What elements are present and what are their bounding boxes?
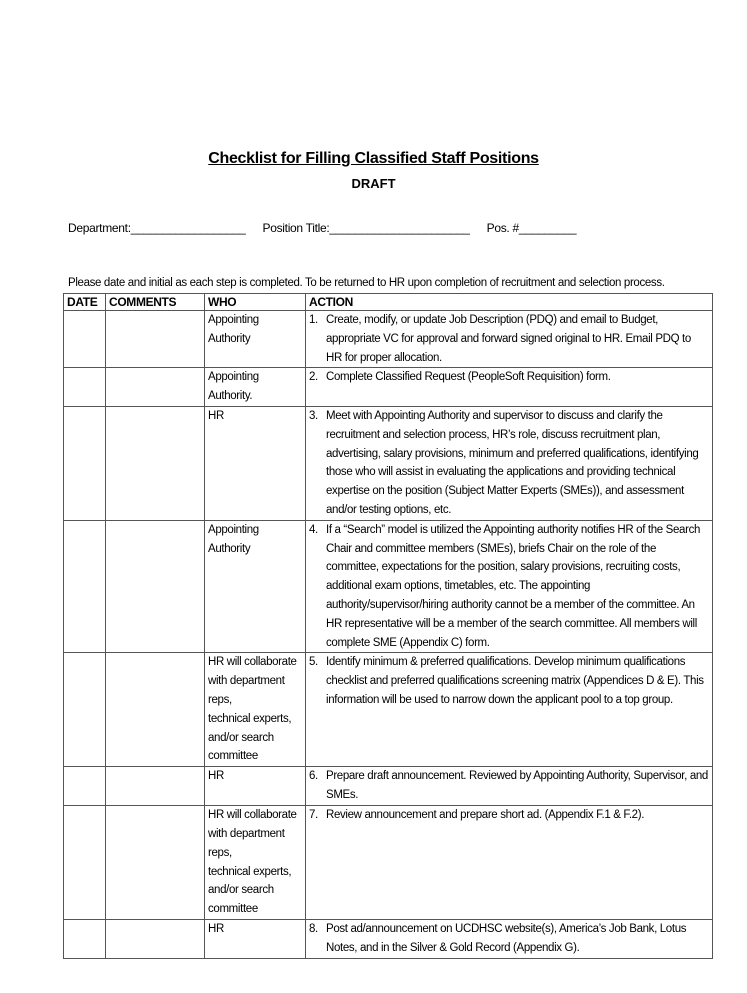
action-cell [306,368,713,407]
action-cell [306,767,713,806]
date-cell[interactable] [64,653,106,767]
date-cell[interactable] [64,311,106,368]
action-text: Identify minimum & preferred qualifications. Develop minimum qualifications checklist and preferred qualifications screening matrix (Appendices D & E). This information will be used to narrow down the applicant pool to a top group. [326,656,704,706]
who-cell: Appointing Authority [205,311,306,368]
who-cell: HR will collaborate with department reps, technical experts, and/or search committee [205,653,306,767]
document-subtitle: DRAFT [351,176,396,191]
step-number: 3. [309,409,318,422]
step-number: 5. [309,656,318,669]
header-date: DATE [64,294,106,311]
step-number: 2. [309,371,318,384]
comments-cell[interactable] [106,520,205,653]
action-cell [306,520,713,653]
comments-cell[interactable] [106,653,205,767]
comments-cell[interactable] [106,767,205,806]
header-who: WHO [205,294,306,311]
position-number-field: Pos. #_________ [486,221,577,235]
step-number: 8. [309,922,318,935]
header-comments: COMMENTS [106,294,205,311]
table-row [64,368,713,407]
action-text: Meet with Appointing Authority and supervisor to discuss and clarify the recruitment and selection process, HR’s role, discuss recruitment plan, advertising, salary provisions, minimum and preferred qualifications, identifying those who will assist in evaluating the applications and providing technical expertise on the position (Subject Matter Experts (SMEs)), and assessment and/or testing options, etc. [326,409,699,516]
table-row [64,806,713,920]
step-number: 7. [309,809,318,822]
comments-cell[interactable] [106,368,205,407]
who-cell: HR [205,919,306,958]
date-cell[interactable] [64,806,106,920]
date-cell[interactable] [64,919,106,958]
action-text: Create, modify, or update Job Description (PDQ) and email to Budget, appropriate VC for approval and forward signed original to HR. Email PDQ to HR for proper allocation. [326,314,691,364]
who-cell: HR [205,767,306,806]
action-cell [306,406,713,520]
table-row [64,311,713,368]
date-cell[interactable] [64,520,106,653]
step-number: 6. [309,770,318,783]
department-field: Department:__________________ [68,221,246,235]
table-row [64,919,713,958]
who-cell: HR [205,406,306,520]
comments-cell[interactable] [106,406,205,520]
position-title-field: Position Title:______________________ [262,221,470,235]
action-text: Post ad/announcement on UCDHSC website(s), America’s Job Bank, Lotus Notes, and in the Silver & Gold Record (Appendix G). [326,922,687,954]
action-text: Complete Classified Request (PeopleSoft Requisition) form. [326,371,611,384]
table-row [64,767,713,806]
table-header-row [64,294,713,311]
table-row [64,653,713,767]
who-cell: HR will collaborate with department reps, technical experts, and/or search committee [205,806,306,920]
step-number: 1. [309,314,318,326]
action-cell [306,806,713,920]
comments-cell[interactable] [106,919,205,958]
action-cell [306,311,713,368]
document-title: Checklist for Filling Classified Staff Positions [208,150,539,167]
table-row [64,520,713,653]
action-text: If a “Search” model is utilized the Appointing authority notifies HR of the Search Chair and committee members (SMEs), briefs Chair on the role of the committee, expectations for the position, salary provisions, recruiting costs, additional exam options, timetables, etc. The appointing authority/supervisor/hiring authority cannot be a member of the committee. An HR representative will be a member of the search committee. All members will complete SME (Appendix C) form. [326,523,701,649]
instructions-text: Please date and initial as each step is completed. To be returned to HR upon completion of recruitment and selection process. [68,277,665,289]
table-row [64,406,713,520]
action-text: Prepare draft announcement. Reviewed by Appointing Authority, Supervisor, and SMEs. [326,770,708,801]
header-fields [68,221,576,235]
comments-cell[interactable] [106,806,205,920]
date-cell[interactable] [64,368,106,407]
action-text: Review announcement and prepare short ad. (Appendix F.1 & F.2). [326,809,645,822]
date-cell[interactable] [64,767,106,806]
comments-cell[interactable] [106,311,205,368]
who-cell: Appointing Authority. [205,368,306,407]
header-action: ACTION [306,294,713,311]
date-cell[interactable] [64,406,106,520]
step-number: 4. [309,523,318,536]
action-cell [306,919,713,958]
action-cell [306,653,713,767]
who-cell: Appointing Authority [205,520,306,653]
checklist-table [63,293,713,959]
